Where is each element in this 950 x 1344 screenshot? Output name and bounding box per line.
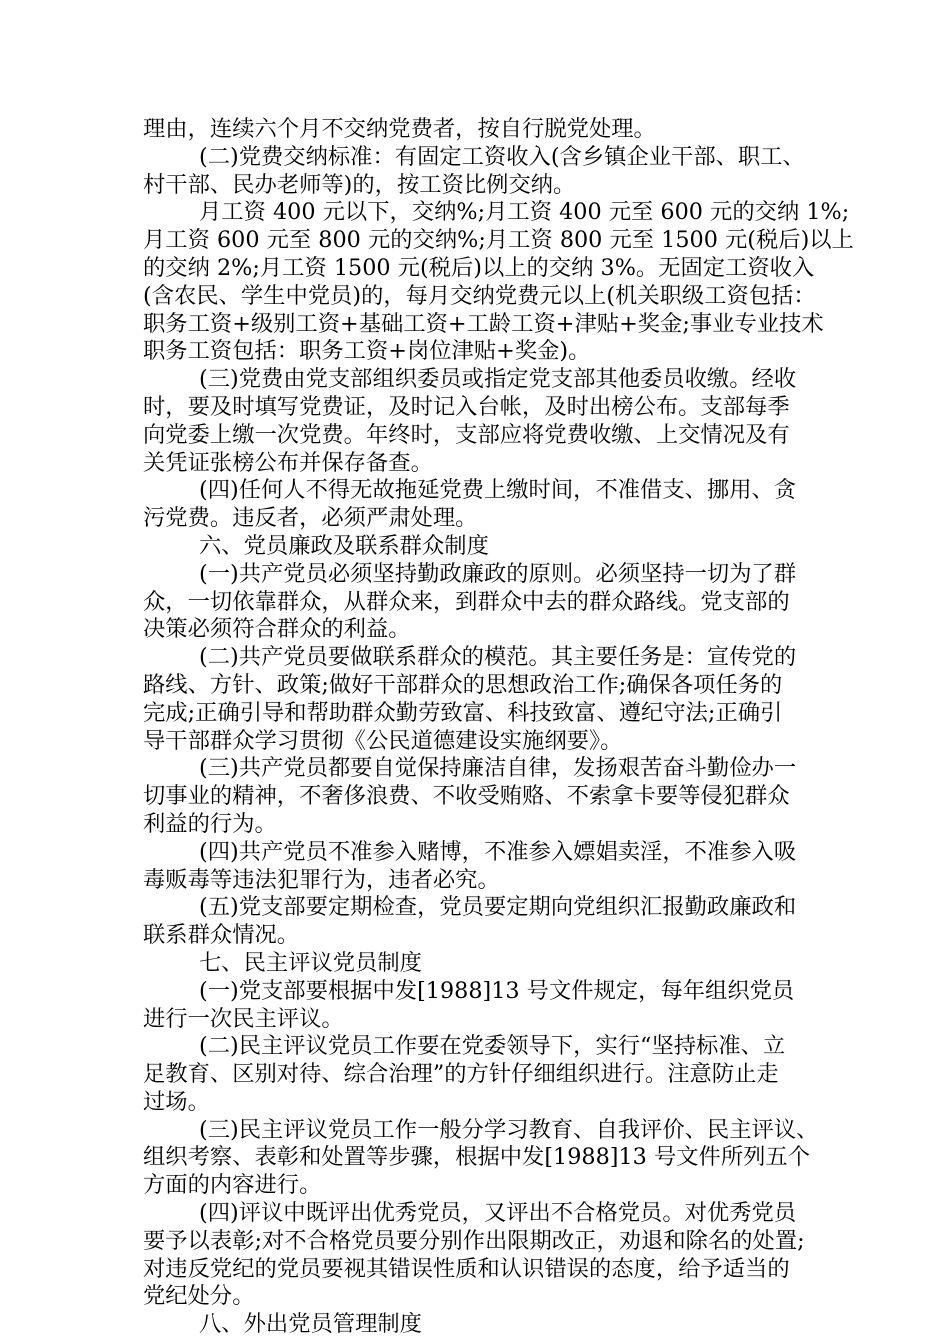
paragraph-first-line: 七、民主评议党员制度	[199, 949, 422, 976]
paragraph-first-line: (五)党支部要定期检查，党员要定期向党组织汇报勤政廉政和	[199, 894, 797, 921]
paragraph-first-line: 八、外出党员管理制度	[199, 1311, 422, 1338]
paragraph-line: 月工资 600 元至 800 元的交纳%;月工资 800 元至 1500 元(税后)以上	[143, 227, 854, 254]
paragraph-line: 切事业的精神，不奢侈浪费、不收受贿赂、不索拿卡要等侵犯群众	[143, 783, 790, 810]
paragraph-line: 路线、方针、政策;做好干部群众的思想政治工作;确保各项任务的	[143, 671, 783, 698]
paragraph-line: 利益的行为。	[143, 810, 277, 837]
paragraph-line: (含农民、学生中党员)的，每月交纳党费元以上(机关职级工资包括：	[143, 282, 816, 309]
paragraph-line: 向党委上缴一次党费。年终时，支部应将党费收缴、上交情况及有	[143, 421, 790, 448]
paragraph-first-line: (四)共产党员不准参入赌博，不准参入嫖娼卖淫，不准参入吸	[199, 838, 797, 865]
paragraph-line: 完成;正确引导和帮助群众勤劳致富、科技致富、遵纪守法;正确引	[143, 699, 783, 726]
paragraph-first-line: 六、党员廉政及联系群众制度	[199, 532, 489, 559]
paragraph-line: 组织考察、表彰和处置等步骤，根据中发[1988]13 号文件所列五个	[143, 1144, 811, 1171]
paragraph-first-line: (三)党费由党支部组织委员或指定党支部其他委员收缴。经收	[199, 366, 797, 393]
paragraph-line: 职务工资+级别工资+基础工资+工龄工资+津贴+奖金;事业专业技术	[143, 310, 824, 337]
paragraph-first-line: 月工资 400 元以下，交纳%;月工资 400 元至 600 元的交纳 1%;	[199, 199, 850, 226]
paragraph-first-line: (三)民主评议党员工作一般分学习教育、自我评价、民主评议、	[199, 1116, 819, 1143]
paragraph-line: 足教育、区别对待、综合治理”的方针仔细组织进行。注意防止走	[143, 1061, 779, 1088]
paragraph-line: 众，一切依靠群众，从群众来，到群众中去的群众路线。党支部的	[143, 588, 790, 615]
paragraph-line: 的交纳 2%;月工资 1500 元(税后)以上的交纳 3%。无固定工资收入	[143, 254, 815, 281]
paragraph-first-line: (一)党支部要根据中发[1988]13 号文件规定，每年组织党员	[199, 977, 795, 1004]
paragraph-first-line: (一)共产党员必须坚持勤政廉政的原则。必须坚持一切为了群	[199, 560, 797, 587]
paragraph-line: 过场。	[143, 1088, 210, 1115]
paragraph-first-line: (二)民主评议党员工作要在党委领导下，实行“坚持标准、立	[199, 1033, 786, 1060]
document-page	[143, 116, 854, 1339]
paragraph-line: 党纪处分。	[143, 1283, 255, 1310]
paragraph-line: 毒贩毒等违法犯罪行为，违者必究。	[143, 866, 500, 893]
paragraph-line: 要予以表彰;对不合格党员要分别作出限期改正，劝退和除名的处置;	[143, 1227, 805, 1254]
paragraph-first-line: (四)评议中既评出优秀党员，又评出不合格党员。对优秀党员	[199, 1200, 797, 1227]
paragraph-line: 对违反党纪的党员要视其错误性质和认识错误的态度，给予适当的	[143, 1255, 790, 1282]
paragraph-line: 污党费。违反者，必须严肃处理。	[143, 505, 478, 532]
paragraph-line: 职务工资包括：职务工资+岗位津贴+奖金)。	[143, 338, 591, 365]
paragraph-first-line: (四)任何人不得无故拖延党费上缴时间，不准借支、挪用、贪	[199, 477, 797, 504]
paragraph-first-line: (二)党费交纳标准：有固定工资收入(含乡镇企业干部、职工、	[199, 143, 805, 170]
paragraph-line: 关凭证张榜公布并保存备查。	[143, 449, 433, 476]
paragraph-first-line: (二)共产党员要做联系群众的模范。其主要任务是：宣传党的	[199, 644, 797, 671]
paragraph-line: 进行一次民主评议。	[143, 1005, 344, 1032]
paragraph-line: 方面的内容进行。	[143, 1172, 322, 1199]
paragraph-line: 时，要及时填写党费证，及时记入台帐，及时出榜公布。支部每季	[143, 393, 790, 420]
paragraph-line: 理由，连续六个月不交纳党费者，按自行脱党处理。	[143, 116, 656, 142]
paragraph-first-line: (三)共产党员都要自觉保持廉洁自律，发扬艰苦奋斗勤俭办一	[199, 755, 797, 782]
paragraph-line: 导干部群众学习贯彻《公民道德建设实施纲要》。	[143, 727, 623, 754]
paragraph-line: 村干部、民办老师等)的，按工资比例交纳。	[143, 171, 576, 198]
paragraph-line: 联系群众情况。	[143, 922, 300, 949]
paragraph-line: 决策必须符合群众的利益。	[143, 616, 411, 643]
